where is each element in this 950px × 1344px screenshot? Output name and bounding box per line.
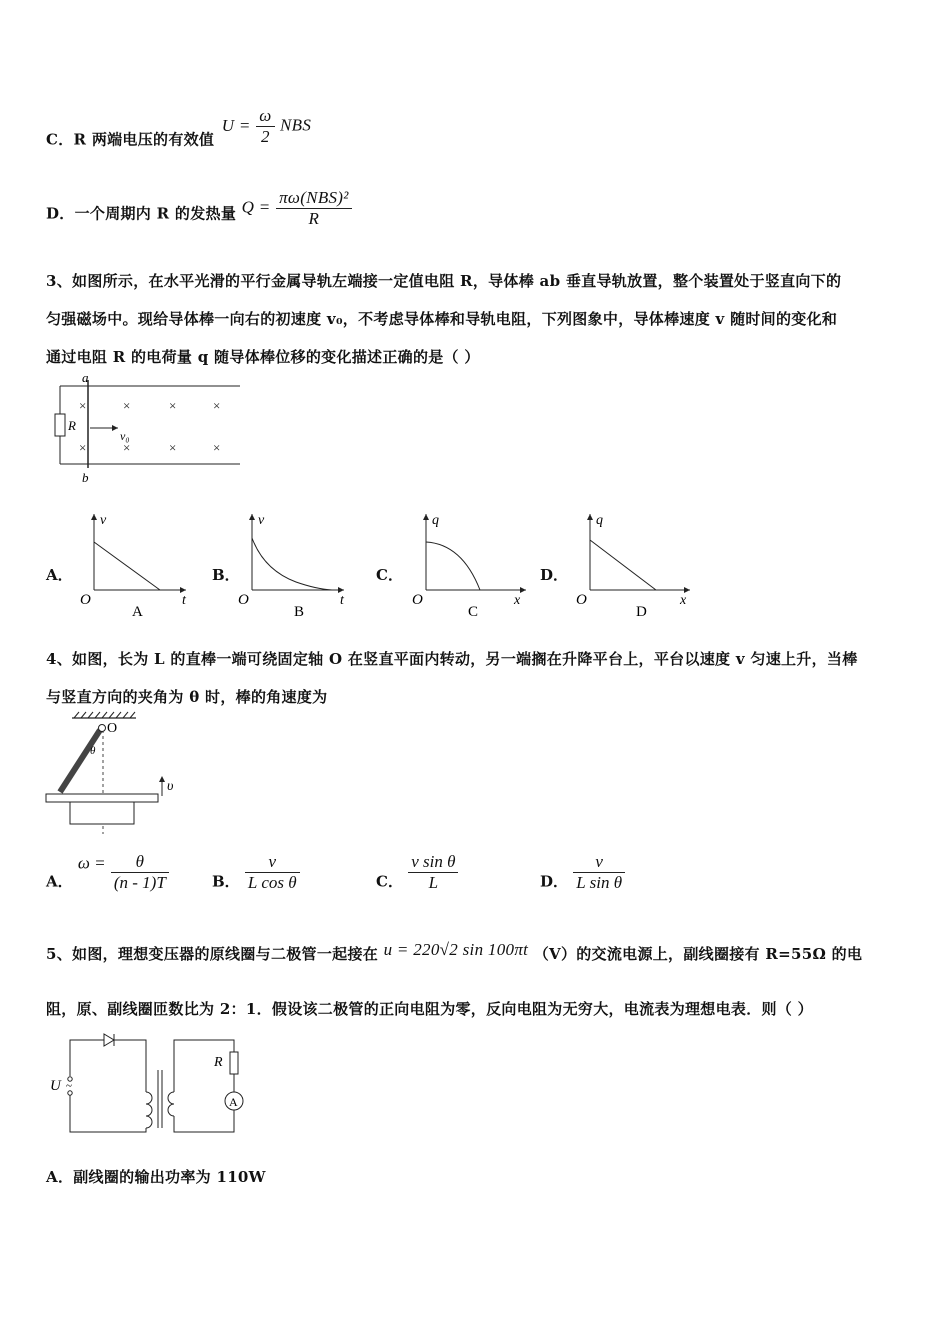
caption: D [636,604,647,620]
field-cross: × [169,398,177,413]
option-c-num: ω [259,106,272,125]
platform-base [70,802,134,824]
option-c-den: 2 [256,126,274,147]
label-b: b [82,470,89,485]
q4-option-b-num: v [268,852,277,871]
resistor [55,414,65,436]
option-d [46,188,352,229]
axis-y: v [100,513,107,528]
q3-graph-d [574,510,694,622]
axis-x: t [340,593,344,608]
q4-rod-figure [44,710,194,836]
q4-option-c [376,852,458,893]
q4-line-2: 与竖直方向的夹角为 θ 时，棒的角速度为 [46,688,328,706]
q5-line-1-post: （V）的交流电源上，副线圈接有 R=55Ω 的电 [533,945,863,963]
label-R: R [68,418,76,433]
q3-rail-figure [50,372,250,486]
axis-x: x [680,593,687,608]
field-cross: × [213,440,221,455]
axis-y: v [258,513,265,528]
option-c-label: C．R 两端电压的有效值 [46,130,215,149]
q5-transformer-figure [46,1030,256,1142]
axis-x: t [182,593,186,608]
q4-option-a-den: (n - 1)T [111,872,169,893]
field-cross: × [79,398,87,413]
q3-graph-b [236,510,348,622]
label-A: A [229,1095,238,1109]
caption: C [468,604,479,620]
q4-option-b-den: L cos θ [245,872,300,893]
field-cross: × [169,440,177,455]
field-cross: × [123,398,131,413]
q5-option-a: A．副线圈的输出功率为 110W [46,1168,266,1186]
option-c-lhs: U = [221,115,251,135]
label-v0: v₀ [120,429,130,443]
axis-y: q [596,513,603,528]
origin: O [412,592,423,608]
field-cross: × [123,440,131,455]
q4-line-1: 4、如图，长为 L 的直棒一端可绕固定轴 O 在竖直平面内转动，另一端搁在升降平台上，平台以速度 v 匀速上升，当棒 [46,650,858,668]
origin: O [238,592,249,608]
option-c [46,106,311,150]
label-R: R [214,1055,223,1070]
label-O: O [107,721,118,736]
diode-icon [104,1034,114,1046]
option-c-tail: NBS [280,115,312,135]
q3-graph-c [410,510,530,622]
origin: O [80,592,91,608]
q4-option-c-fraction [408,852,458,893]
label-v: υ [167,779,174,794]
q4-option-b-fraction [245,852,300,893]
option-c-fraction [256,106,274,147]
option-d-fraction [276,188,352,229]
option-d-lhs: Q = [241,197,271,217]
q4-option-d-fraction [573,852,625,893]
q4-option-d-label: D． [540,872,569,891]
q4-option-a-lhs: ω = [77,853,106,873]
caption: B [294,604,305,620]
q5-line-2: 阻，原、副线圈匝数比为 2：1．假设该二极管的正向电阻为零，反向电阻为无穷大，电流表为理想电表．则（ ） [46,1000,813,1018]
q3-line-1: 3、如图所示，在水平光滑的平行金属导轨左端接一定值电阻 R，导体棒 ab 垂直导轨放置，整个装置处于竖直向下的 [46,272,842,290]
q4-option-a-num: θ [135,852,144,871]
axis-y: q [432,513,439,528]
svg-text:~: ~ [66,1080,72,1092]
caption: A [132,604,143,620]
field-cross: × [213,398,221,413]
option-d-label: D．一个周期内 R 的发热量 [46,204,237,223]
q3-line-3: 通过电阻 R 的电荷量 q 随导体棒位移的变化描述正确的是（ ） [46,348,480,366]
q4-option-b [212,852,300,893]
q3-option-b-label: B． [212,566,240,584]
q3-option-c-label: C． [376,566,403,584]
origin: O [576,592,587,608]
option-d-den: R [276,208,352,229]
q3-option-a-label: A． [46,566,73,584]
q5-formula: u = 220√2 sin 100πt [383,940,529,959]
q5-line-1 [46,940,862,964]
q4-option-b-label: B． [212,872,240,891]
q4-option-a-fraction [111,852,169,893]
q3-option-d-label: D． [540,566,569,584]
q4-option-a-label: A． [46,872,73,891]
q4-option-a [46,852,169,893]
label-theta: θ [90,745,96,757]
label-a: a [82,372,89,385]
resistor [230,1052,238,1074]
platform [46,794,158,802]
q4-option-d [540,852,625,893]
q3-graph-a [78,510,190,622]
q4-option-c-num: v sin θ [411,852,456,871]
q4-option-c-label: C． [376,872,403,891]
axis-x: x [514,593,521,608]
q5-line-1-pre: 5、如图，理想变压器的原线圈与二极管一起接在 [46,945,379,963]
q3-line-2: 匀强磁场中。现给导体棒一向右的初速度 v₀，不考虑导体棒和导轨电阻，下列图象中，导体棒速度 v 随时间的变化和 [46,310,838,328]
q4-option-c-den: L [408,872,458,893]
field-cross: × [79,440,87,455]
label-U: U [50,1078,61,1094]
q4-option-d-den: L sin θ [573,872,625,893]
q4-option-d-num: v [595,852,603,871]
option-d-num: πω(NBS)² [279,188,349,207]
